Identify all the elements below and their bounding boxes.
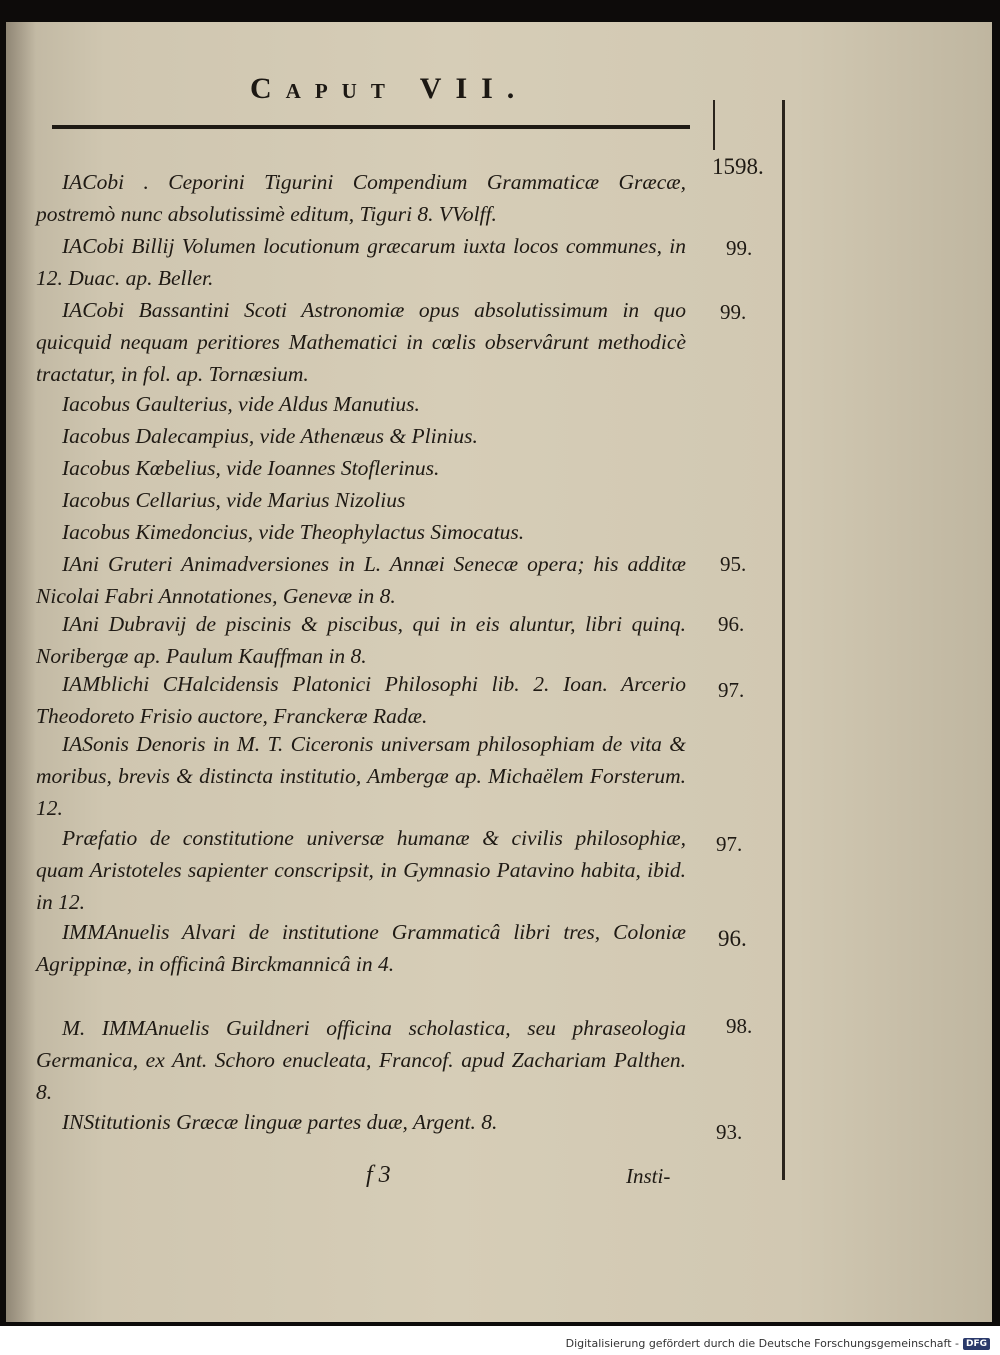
credit-text: Digitalisierung gefördert durch die Deutsche Forschungsgemeinschaft - bbox=[565, 1337, 959, 1350]
entry-institutionis: INStitutionis Græcæ linguæ partes duæ, Argent. 8. bbox=[62, 1110, 498, 1134]
header-rule bbox=[52, 125, 690, 129]
year-dubravij: 96. bbox=[718, 612, 745, 636]
entry-guildneri: M. IMMAnuelis Guildneri officina scholastica, seu phraseologia Germanica, ex Ant. Schoro enucleata, Francof. apud Zachariam Palthen. 8. bbox=[36, 1016, 686, 1104]
signature-mark: f 3 bbox=[366, 1162, 391, 1188]
entry-dubravij: IAni Dubravij de piscinis & piscibus, qui in eis aluntur, libri quinq. Noribergæ ap. Paulum Kauffman in 8. bbox=[36, 612, 686, 668]
dfg-logo: DFG bbox=[963, 1338, 990, 1350]
entry-iamblichi: IAMblichi CHalcidensis Platonici Philosophi lib. 2. Ioan. Arcerio Theodoreto Frisio auctore, Franckeræ Radæ. bbox=[36, 672, 686, 728]
entry-kimedoncius: Iacobus Kimedoncius, vide Theophylactus Simocatus. bbox=[62, 520, 525, 544]
entry-alvari: IMMAnuelis Alvari de institutione Grammaticâ libri tres, Coloniæ Agrippinæ, in officinâ Birckmannicâ in 4. bbox=[36, 920, 686, 976]
year-gruteri: 95. bbox=[720, 552, 747, 576]
binding-shadow bbox=[6, 22, 36, 1322]
entry-gruteri: IAni Gruteri Animadversiones in L. Annæi Senecæ opera; his additæ Nicolai Fabri Annotationes, Genevæ in 8. bbox=[36, 552, 686, 608]
entry-koebelius: Iacobus Kœbelius, vide Ioannes Stoflerinus. bbox=[62, 456, 440, 480]
year-iamblichi: 97. bbox=[718, 678, 745, 702]
entry-denoris: IASonis Denoris in M. T. Ciceronis universam philosophiam de vita & moribus, brevis & distincta institutio, Ambergæ ap. Michaëlem Forsterum. 12. bbox=[36, 732, 686, 820]
year-institutionis: 93. bbox=[716, 1120, 743, 1144]
margin-rule-top bbox=[713, 100, 715, 150]
entry-bassantini: IACobi Bassantini Scoti Astronomiæ opus absolutissimum in quo quicquid nequam peritiores Mathematici in cœlis observârunt methodicè tractatur, in fol. ap. Tornæsium. bbox=[36, 298, 686, 386]
page-header: Caput VII. bbox=[250, 72, 529, 105]
year-billij: 99. bbox=[726, 236, 753, 260]
entry-gaulterius: Iacobus Gaulterius, vide Aldus Manutius. bbox=[62, 392, 420, 416]
entry-praefatio: Præfatio de constitutione universæ humanæ & civilis philosophiæ, quam Aristoteles sapienter conscripsit, in Gymnasio Patavino habita, ibid. in 12. bbox=[36, 826, 686, 914]
year-1598: 1598. bbox=[712, 154, 764, 179]
catchword: Insti- bbox=[626, 1164, 671, 1188]
year-praefatio: 97. bbox=[716, 832, 743, 856]
year-bassantini: 99. bbox=[720, 300, 747, 324]
entry-ceporini: IACobi . Ceporini Tigurini Compendium Grammaticæ Græcæ, postremò nunc absolutissimè editum, Tiguri 8. VVolff. bbox=[36, 170, 686, 226]
year-guildneri: 98. bbox=[726, 1014, 753, 1038]
year-alvari: 96. bbox=[718, 926, 747, 951]
entry-dalecampius: Iacobus Dalecampius, vide Athenæus & Plinius. bbox=[62, 424, 478, 448]
entry-cellarius: Iacobus Cellarius, vide Marius Nizolius bbox=[62, 488, 406, 512]
margin-rule bbox=[782, 100, 785, 1180]
entry-billij: IACobi Billij Volumen locutionum græcarum iuxta locos communes, in 12. Duac. ap. Beller. bbox=[36, 234, 686, 290]
digitization-credit bbox=[566, 1337, 990, 1350]
